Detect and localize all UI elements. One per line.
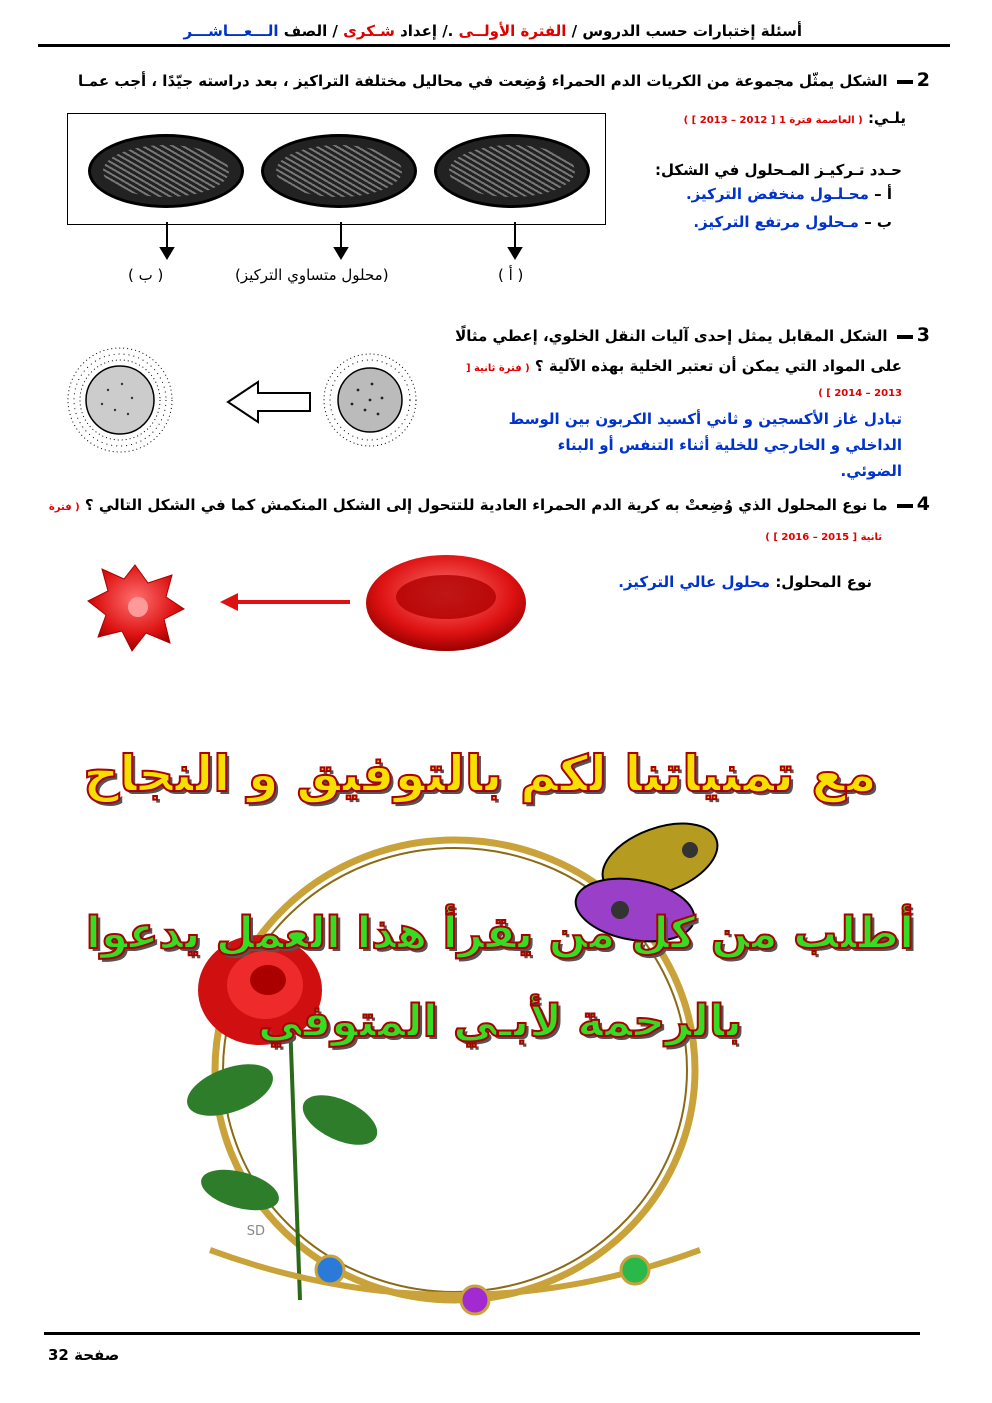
q2-arrows	[67, 222, 607, 262]
q2-figure	[67, 113, 606, 225]
q3-stem2	[362, 356, 902, 379]
q4-text1: ما نوع المحلول الذي وُضِعتْ به كرية الدم الحمراء العادية للتتحول إلى الشكل المنكمش كما في الشكل التالي ؟	[84, 496, 888, 514]
q2-bar	[897, 80, 913, 84]
closing-prayer: أطلب من كل من يقرأ هذا العمل يدعوا بالرحمة لأبـي المتوفي	[85, 908, 915, 1047]
q4-source2: ثانية [ 2015 – 2016 ] )	[765, 532, 882, 543]
header-rule	[38, 44, 950, 47]
q2-b-answer: مـحلول مرتفع التركيز.	[693, 213, 859, 231]
q2-text1: الشكل يمثّل مجموعة من الكريات الدم الحمراء وُضِعت في محاليل مختلفة التراكيز ، بعد دراسته جيّدًا ، أجب عمـا	[78, 72, 888, 90]
q2-text2: يلـي:	[867, 109, 906, 127]
q2-a-label: أ –	[874, 185, 892, 203]
page-header	[183, 22, 802, 40]
q4-number: 4	[916, 493, 930, 515]
q3-source1: ( فترة ثانية [	[465, 363, 530, 374]
header-part1: أسئلة إختبارات حسب الدروس /	[571, 22, 802, 40]
q4-bar	[897, 504, 913, 508]
q2-stem2	[606, 108, 906, 131]
header-author: شـكرى	[343, 22, 395, 40]
q3-text2: على المواد التي يمكن أن تعتبر الخلية بهذه الآلية ؟	[534, 357, 902, 375]
q4-answer-label: نوع المحلول:	[775, 573, 872, 591]
q3-number: 3	[916, 324, 930, 346]
page-number: صفحة 32	[48, 1346, 120, 1364]
q4-figure	[80, 545, 550, 665]
q2-answer-b	[572, 212, 892, 232]
fig-label-a: ( أ )	[498, 266, 524, 284]
q4-answer-text: محلول عالي التركيز.	[618, 573, 771, 591]
q4-source1: ( فترة	[48, 502, 80, 513]
q2-b-label: ب –	[864, 213, 892, 231]
fig-label-isotonic: (محلول متساوي التركيز)	[235, 266, 389, 284]
fig-label-b: ( ب )	[128, 266, 164, 284]
footer-rule	[44, 1332, 920, 1335]
header-part5: / الصف	[283, 22, 338, 40]
q2-answer-a	[572, 184, 892, 204]
closing-wish: مع تمنياتنا لكم بالتوفيق و النجاح	[83, 745, 877, 803]
rbc-cell-b	[88, 134, 244, 208]
q3-stem	[390, 325, 930, 346]
header-part3: ./ إعداد	[400, 22, 454, 40]
header-period: الفترة الأولــى	[458, 22, 567, 40]
q2-source: ( العاصمة فترة 1 [ 2012 – 2013 ] )	[683, 115, 863, 126]
q3-answer: تبادل غاز الأكسجين و ثاني أكسيد الكربون بين الوسط الداخلي و الخارجي للخلية أثناء التنفس أو البناء الضوئي.	[508, 410, 902, 480]
signature: SD	[246, 1224, 265, 1239]
rbc-cell-a	[434, 134, 590, 208]
q2-prompt: حـدد تـركيـز المـحلول في الشكل:	[654, 161, 902, 179]
q2-number: 2	[916, 69, 930, 91]
rbc-cell-isotonic	[261, 134, 417, 208]
q3-bar	[897, 335, 913, 339]
header-grade: الـــعـــاشـــر	[183, 22, 279, 40]
q3-source2: 2013 – 2014 ] )	[818, 388, 902, 399]
q3-figure	[60, 340, 430, 460]
q4-stem	[40, 494, 930, 518]
q2-a-answer: محـلـول منخفض التركيز.	[685, 185, 869, 203]
q3-text1: الشكل المقابل يمثل إحدى آليات النقل الخلوي، إعطي مثالًا	[455, 327, 888, 345]
q2-stem	[50, 70, 930, 91]
ornament-base	[210, 1250, 700, 1314]
